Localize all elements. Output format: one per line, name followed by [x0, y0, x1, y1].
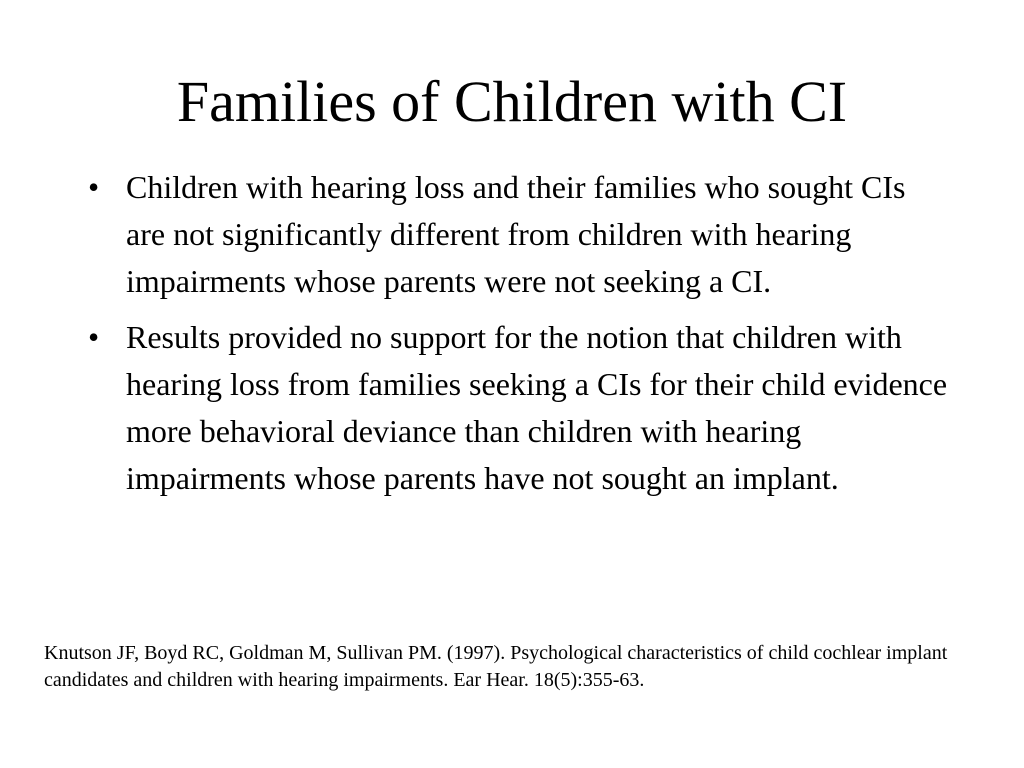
bullet-item-1: [88, 164, 948, 305]
bullet-marker: •: [88, 169, 100, 205]
bullet-marker: •: [88, 319, 100, 355]
bullet-text: Children with hearing loss and their families who sought CIs are not significantly different from children with hearing impairments whose parents were not seeking a CI.: [126, 169, 906, 299]
bullet-item-2: [88, 314, 948, 502]
citation: Knutson JF, Boyd RC, Goldman M, Sullivan PM. (1997). Psychological characteristics of child cochlear implant candidates and children with hearing impairments. Ear Hear. 18(5):355-63.: [44, 642, 948, 691]
slide-title: Families of Children with CI: [176, 69, 848, 134]
bullet-text: Results provided no support for the notion that children with hearing loss from families seeking a CIs for their child evidence more behavioral deviance than children with hearing impairments whose parents have not sought an implant.: [126, 319, 948, 496]
bullet-list: [88, 164, 948, 511]
